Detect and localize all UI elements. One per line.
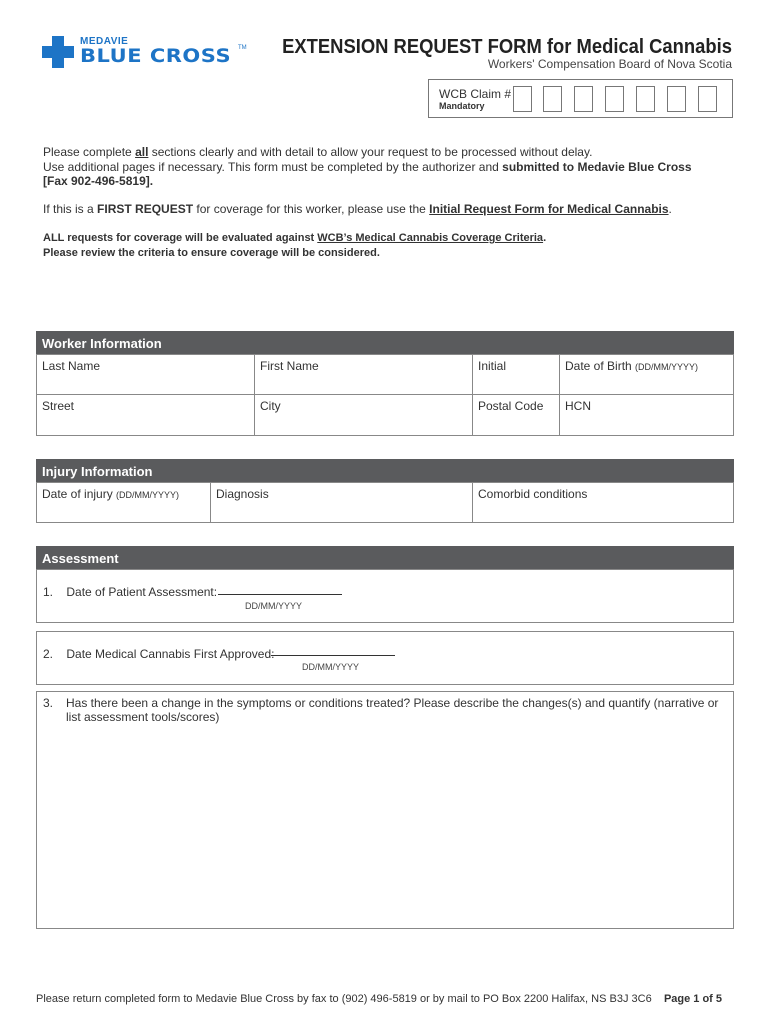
initial-request-form-link[interactable]: Initial Request Form for Medical Cannabis (429, 202, 669, 216)
assessment-question-1: 1. Date of Patient Assessment: (36, 569, 734, 623)
wcb-claim-box (428, 79, 733, 118)
intro-paragraph-1: Please complete all sections clearly and with detail to allow your request to be processed without delay. Use additional pages if necessary. This form must be completed by the authorizer and submitted to Medavie Blue Cross [Fax 902-496-5819]. (43, 145, 692, 188)
cross-icon (42, 36, 74, 68)
wcb-digit-field[interactable] (513, 86, 532, 112)
worker-information-heading: Worker Information (36, 331, 734, 355)
coverage-criteria-link[interactable]: WCB’s Medical Cannabis Coverage Criteria (317, 232, 544, 244)
comorbid-conditions-field[interactable]: Comorbid conditions (472, 482, 734, 523)
form-subtitle: Workers' Compensation Board of Nova Scotia (487, 57, 732, 71)
first-name-field[interactable]: First Name (254, 354, 473, 395)
patient-assessment-date-field[interactable] (218, 594, 342, 595)
assessment-question-2: 2. Date Medical Cannabis First Approved: (36, 631, 734, 685)
date-format-hint: DD/MM/YYYY (245, 601, 303, 611)
assessment-heading: Assessment (36, 546, 734, 570)
logo-blue-cross-text: BLUE CROSS (80, 45, 232, 67)
city-field[interactable]: City (254, 394, 473, 436)
footer (36, 993, 722, 1005)
date-format-hint: DD/MM/YYYY (302, 662, 360, 672)
diagnosis-field[interactable]: Diagnosis (210, 482, 473, 523)
intro-paragraph-3: ALL requests for coverage will be evaluated against WCB’s Medical Cannabis Coverage Criteria. Please review the criteria to ensure coverage will be considered. (43, 232, 547, 259)
wcb-digit-field[interactable] (698, 86, 717, 112)
date-of-birth-field[interactable]: Date of Birth (DD/MM/YYYY) (559, 354, 734, 395)
intro-paragraph-2: If this is a FIRST REQUEST for coverage for this worker, please use the Initial Request Form for Medical Cannabis. (43, 202, 672, 216)
first-approved-date-field[interactable] (271, 655, 395, 656)
hcn-field[interactable]: HCN (559, 394, 734, 436)
wcb-claim-mandatory: Mandatory (439, 101, 485, 111)
wcb-digit-field[interactable] (605, 86, 624, 112)
street-field[interactable]: Street (36, 394, 255, 436)
wcb-claim-label: WCB Claim # (439, 87, 512, 101)
wcb-digit-field[interactable] (543, 86, 562, 112)
initial-field[interactable]: Initial (472, 354, 560, 395)
wcb-digit-field[interactable] (574, 86, 593, 112)
footer-return-text: Please return completed form to Medavie Blue Cross by fax to (902) 496-5819 or by mail to PO Box 2200 Halifax, NS B3J 3C6 (36, 993, 652, 1005)
logo-trademark: TM (238, 45, 247, 51)
page-number: Page 1 of 5 (663, 993, 723, 1005)
injury-information-heading: Injury Information (36, 459, 734, 483)
date-of-injury-field[interactable]: Date of injury (DD/MM/YYYY) (36, 482, 211, 523)
postal-code-field[interactable]: Postal Code (472, 394, 560, 436)
medavie-blue-cross-logo (42, 36, 252, 70)
last-name-field[interactable]: Last Name (36, 354, 255, 395)
wcb-digit-field[interactable] (636, 86, 655, 112)
form-title: EXTENSION REQUEST FORM for Medical Cannabis (282, 36, 732, 58)
logo-medavie-text: MEDAVIE (80, 36, 129, 47)
wcb-digit-field[interactable] (667, 86, 686, 112)
symptoms-change-field[interactable]: 3. Has there been a change in the symptoms or conditions treated? Please describe the changes(s) and quantify (narrative or list assessment tools/scores) (36, 691, 734, 929)
